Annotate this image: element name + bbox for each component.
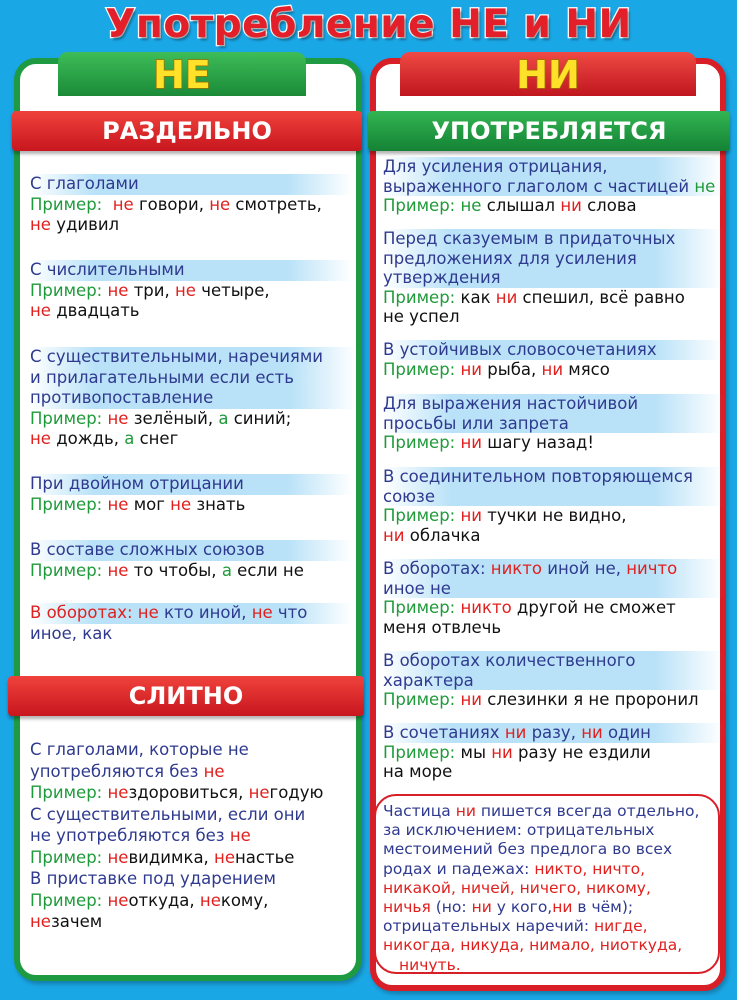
example-text: снег [134, 429, 179, 448]
rule-block-repeating-conjunction [383, 467, 723, 545]
particle: ни [504, 723, 527, 742]
particle: не [30, 912, 51, 931]
example-text: двадцать [50, 301, 140, 320]
particle: не [175, 280, 196, 300]
example-label: Пример: [383, 433, 456, 452]
example-text: шагу назад! [482, 433, 594, 452]
example-text: как [455, 287, 496, 307]
conjunction: а [218, 408, 229, 428]
rule-block-compound-conjunctions [30, 540, 352, 581]
tab-ne: НЕ [58, 52, 306, 96]
rule-text: выраженного глаголом с частицей [383, 176, 695, 196]
rule-title: С глаголами, которые не [30, 740, 249, 759]
particle: ни [491, 742, 513, 762]
example-text: меня отвлечь [383, 617, 502, 637]
example-text: мог [128, 494, 171, 514]
example-text: три, [128, 280, 175, 300]
rule-block-strengthen-negation [383, 157, 723, 216]
rule-title: союзе [383, 487, 723, 507]
rule-title [30, 603, 352, 624]
note-text-part: пишется всегда отдельно, [475, 802, 700, 820]
example-line [30, 409, 356, 430]
section-separate-ribbon: РАЗДЕЛЬНО [12, 111, 362, 151]
particle: не [107, 783, 129, 802]
rule-title: С существительными, если они [30, 804, 306, 824]
example-text: разу не ездили [512, 742, 651, 762]
particle: не [214, 847, 235, 867]
example-label: Пример: [30, 890, 103, 910]
example-text: тучки не видно, [482, 506, 627, 525]
example-text: дождь, [50, 429, 125, 448]
example-label: Пример: [383, 359, 456, 379]
note-line [383, 802, 719, 821]
particle: не [251, 603, 273, 622]
example-line [30, 429, 356, 450]
note-text-part: (но: [430, 898, 472, 917]
example-line [383, 360, 723, 380]
rule-block-phrases [30, 603, 352, 644]
rule-block-predicate [383, 229, 723, 327]
rule-title: Для выражения настойчивой [383, 394, 723, 414]
note-text [383, 802, 719, 975]
example-text: слова [581, 196, 637, 215]
rule-title: Для усиления отрицания, [383, 157, 723, 177]
example-line [30, 561, 352, 582]
particle: не [112, 194, 134, 214]
rule-title: С глаголами [30, 174, 352, 195]
rule-text: В сочетаниях [383, 723, 505, 742]
rule-text: не употребляются без [30, 826, 230, 845]
tab-ni: НИ [400, 52, 696, 96]
particle: ни [471, 898, 492, 917]
example-label: Пример: [383, 690, 456, 709]
example-line [30, 782, 356, 804]
example-line [383, 743, 723, 763]
section-used-ribbon: УПОТРЕБЛЯЕТСЯ [368, 111, 730, 151]
particle: не [107, 408, 129, 428]
example-text: то чтобы, [128, 560, 222, 580]
example-label: Пример: [383, 598, 456, 617]
example-label: Пример: [30, 494, 103, 514]
example-line [383, 690, 723, 710]
particle: ни [581, 723, 603, 742]
note-line [383, 898, 719, 917]
rule-block-combinations [383, 723, 723, 782]
example-label: Пример: [30, 783, 103, 802]
particle: не [107, 847, 129, 867]
rule-text: В оборотах: не [30, 603, 159, 622]
example-label: Пример: [30, 560, 103, 580]
note-words: ничья [383, 898, 431, 917]
particle: ни [552, 898, 573, 917]
note-words: нигде, [594, 917, 648, 936]
example-label: Пример: [30, 280, 103, 300]
rule-title: При двойном отрицании [30, 474, 352, 495]
rule-block-turns [383, 559, 723, 637]
example-line [30, 301, 352, 322]
particle: ни [460, 690, 483, 709]
example-line [383, 433, 723, 453]
rule-title: утверждения [383, 268, 723, 288]
example-text: здоровиться, [128, 783, 249, 802]
example-text: слезинки я не проронил [482, 690, 699, 709]
example-text: настье [235, 847, 295, 867]
example-line [30, 911, 356, 933]
rule-title [383, 723, 723, 743]
particle: не [460, 196, 482, 215]
conjunction: а [221, 560, 232, 580]
rule-title: В устойчивых словосочетаниях [383, 340, 723, 360]
rule-title [30, 825, 356, 847]
example-text: знать [191, 494, 246, 514]
rule-title: С числительными [30, 260, 352, 281]
rule-title [383, 559, 723, 579]
rule-title: противопоставление [30, 388, 356, 409]
example-line [383, 598, 723, 618]
note-text-part: родах и падежах: [383, 859, 535, 878]
example-text: видимка, [128, 847, 215, 867]
rule-text: что [272, 603, 308, 622]
rule-block-numerals [30, 260, 352, 322]
example-text: годую [269, 783, 324, 802]
example-label: Пример: [383, 506, 456, 525]
rule-block-double-negation [30, 474, 352, 515]
rule-title: просьбы или запрета [383, 414, 723, 434]
particle: никто [490, 559, 542, 578]
particle: не [30, 215, 51, 234]
particle: ни [460, 433, 483, 452]
rule-block-verbs [30, 174, 352, 236]
rule-title: Перед сказуемым в придаточных [383, 229, 723, 249]
rule-title: В составе сложных союзов [30, 540, 352, 561]
particle: ни [541, 359, 564, 379]
rule-block-insistent-request [383, 394, 723, 453]
example-text: четыре, [195, 280, 270, 300]
rule-title: иное не [383, 579, 723, 599]
rule-title: и прилагательными если есть [30, 368, 356, 389]
note-line: ничуть. [399, 955, 461, 974]
particle: не [209, 194, 231, 214]
conjunction: а [124, 429, 135, 448]
particle: ни [495, 287, 518, 307]
rule-text: В оборотах: [383, 559, 491, 578]
rule-title: В оборотах количественного [383, 651, 723, 671]
example-label: Пример: [383, 287, 456, 307]
example-text: зачем [50, 912, 103, 931]
particle: не [107, 890, 129, 910]
particle: ни [460, 359, 483, 379]
rule-title [383, 177, 723, 197]
particle: не [199, 890, 221, 910]
example-text: зелёный, [128, 408, 219, 428]
particle: не [107, 494, 129, 514]
joined-rules [30, 739, 356, 933]
rule-title: характера [383, 671, 723, 691]
note-words: никто, ничто, [534, 859, 646, 878]
particle: ни [460, 506, 483, 525]
example-line [383, 506, 723, 526]
rule-text: употребляются без [30, 761, 204, 781]
example-label: Пример: [383, 742, 456, 762]
example-text: рыба, [482, 359, 542, 379]
example-line [30, 281, 352, 302]
rule-block-set-phrases [383, 340, 723, 379]
rule-block-nouns-adverbs [30, 347, 356, 450]
example-text: говори, [133, 194, 210, 214]
page-title: Употребление НЕ и НИ [105, 2, 632, 47]
example-label: Пример: [30, 408, 103, 428]
particle: ни [383, 525, 405, 545]
example-line [30, 847, 356, 869]
example-text: удивил [50, 215, 120, 234]
example-line [30, 195, 352, 216]
note-line: никакой, ничей, ничего, никому, [383, 878, 651, 897]
example-text: синий; [228, 408, 292, 428]
particle: не [203, 761, 225, 781]
example-text: спешил, всё равно [517, 287, 685, 307]
particle: не [107, 560, 129, 580]
example-text: облачка [404, 525, 481, 545]
particle: ни [560, 196, 582, 215]
particle: не [30, 301, 51, 320]
rule-title: В приставке под ударением [30, 869, 276, 888]
rule-title: В соединительном повторяющемся [383, 467, 723, 487]
example-text: мясо [563, 359, 610, 379]
example-text: мы [455, 742, 492, 762]
example-label: Пример: [383, 196, 456, 215]
particle: ни [455, 802, 476, 820]
example-label: Пример: [30, 194, 103, 214]
example-line [383, 288, 723, 308]
example-line [383, 196, 723, 216]
note-line [383, 917, 719, 936]
particle: не [248, 783, 270, 802]
example-text: другой не сможет [511, 598, 676, 617]
rule-text: иной не, [541, 559, 627, 578]
particle: не [107, 280, 129, 300]
rule-block-quantity [383, 651, 723, 710]
particle: не [229, 826, 251, 845]
example-line [30, 215, 352, 236]
rule-title [30, 761, 356, 783]
note-text-part: у кого, [491, 898, 553, 917]
rule-text: кто иной, [158, 603, 252, 622]
note-line: за исключением: отрицательных [383, 821, 655, 840]
particle: никто [460, 598, 512, 617]
example-text: если не [231, 560, 304, 580]
example-line [383, 526, 723, 546]
note-line: никогда, никуда, нимало, ниоткуда, [383, 936, 683, 955]
note-text-part: отрицательных наречий: [383, 917, 595, 936]
example-label: Пример: [30, 847, 103, 867]
particle: не [30, 429, 51, 448]
rule-text: разу, [526, 723, 582, 742]
particle: ничто [626, 559, 678, 578]
note-line [383, 860, 719, 879]
note-text-part: в чём); [572, 898, 634, 917]
note-text-part: Частица [383, 802, 456, 820]
particle: не [170, 494, 192, 514]
example-text: на море [383, 762, 453, 781]
rule-text: иное, как [30, 623, 113, 643]
example-text: слышал [481, 196, 561, 215]
example-line [30, 890, 356, 912]
rule-title: предложениях для усиления [383, 249, 723, 269]
note-line: местоимений без предлога во всех [383, 840, 673, 859]
rule-text: один [602, 723, 651, 742]
section-joined-ribbon: СЛИТНО [8, 676, 364, 716]
example-text: кому, [220, 890, 269, 910]
example-line [30, 495, 352, 516]
example-text: не успел [383, 307, 460, 326]
rule-title: С существительными, наречиями [30, 347, 356, 368]
example-text: смотреть, [230, 194, 322, 214]
particle: не [694, 176, 716, 196]
example-text: откуда, [128, 890, 200, 910]
